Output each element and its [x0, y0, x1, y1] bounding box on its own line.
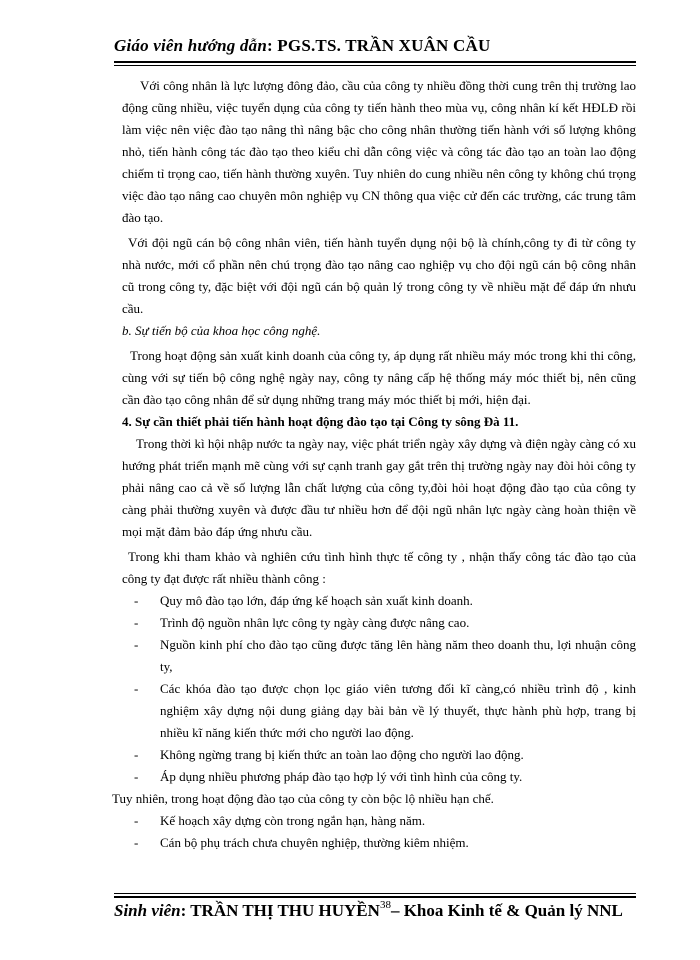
list-item-text: Quy mô đào tạo lớn, đáp ứng kế hoạch sản xuất kinh doanh. [160, 593, 473, 608]
list-item-text: Các khóa đào tạo được chọn lọc giáo viên tương đối kĩ càng,có nhiều trình độ , kinh nghiệm xây dựng nội dung giảng dạy bài bản về lý thuyết, thực hành phù hợp, trang bị nhiều kĩ năng kiến thức mới cho người lao động. [160, 681, 636, 740]
list-item [122, 744, 636, 766]
footer-text [114, 901, 623, 921]
list-item-text: Nguồn kinh phí cho đào tạo cũng được tăng lên hàng năm theo doanh thu, lợi nhuận công ty, [160, 637, 636, 674]
document-body [112, 75, 636, 854]
list-item [122, 590, 636, 612]
list-item [122, 832, 636, 854]
paragraph-necessity: Trong thời kì hội nhập nước ta ngày nay, việc phát triển ngày xây dựng và điện ngày càng có xu hướng phát triển mạnh mẽ cùng với sự cạnh tranh gay gắt trên thị trường ngày nay đòi hỏi công ty phải nâng cao cả về số lượng lẫn chất lượng của công ty,đòi hỏi hoạt động đào tạo của công ty càng phải thường xuyên và được đầu tư nhiều hơn để đội ngũ nhân lực ngày càng hoàn thiện về mọi mặt đảm bảo đáp ứng nhưu cầu. [122, 436, 636, 539]
limitation-list [122, 810, 636, 854]
list-item [122, 810, 636, 832]
header-text [114, 36, 636, 56]
paragraph-workers: Với công nhân là lực lượng đông đảo, cầu của công ty nhiều đồng thời cung trên thị trường lao động cũng nhiều, việc tuyển dụng của công ty tiến hành theo mùa vụ, công nhân kí kết HĐLĐ rồi làm việc nên việc đào tạo nâng thì nâng bậc cho công nhân thường tiến hành với số lượng không nhỏ, tiến hành công tác đào tạo theo kiểu chỉ dẫn công việc và công tác đào tạo an toàn lao động chiếm tỉ trọng cao, tiến hành thường xuyên. Tuy nhiên do cung nhiều nên công ty không chú trọng việc đào tạo nâng cao chuyên môn nghiệp vụ CN thông qua việc cử đến các trường, các trung tâm đào tạo. [122, 78, 636, 225]
paragraph-successes: Trong khi tham khảo và nghiên cứu tình hình thực tế công ty , nhận thấy công tác đào tạo của công ty đạt được rất nhiều thành công : [122, 549, 636, 586]
list-item [122, 766, 636, 788]
dash-marker: - [134, 637, 139, 652]
footer-rule-thin [114, 893, 636, 894]
dash-marker: - [134, 813, 139, 828]
list-item-text: Không ngừng trang bị kiến thức an toàn lao động cho người lao động. [160, 747, 524, 762]
subheading-technology: b. Sự tiến bộ của khoa học công nghệ. [122, 323, 321, 338]
dash-marker: - [134, 835, 139, 850]
header-rule-thin [114, 65, 636, 66]
paragraph-limitations: Tuy nhiên, trong hoạt động đào tạo của công ty còn bộc lộ nhiều hạn chế. [112, 791, 494, 806]
section-heading: 4. Sự cần thiết phải tiến hành hoạt động đào tạo tại Công ty sông Đà 11. [122, 414, 519, 429]
dash-marker: - [134, 747, 139, 762]
page-number: 38 [379, 899, 391, 911]
list-item [122, 678, 636, 744]
success-list [122, 590, 636, 788]
paragraph-technology: Trong hoạt động sản xuất kinh doanh của công ty, áp dụng rất nhiều máy móc trong khi thi công, cùng với sự tiến bộ công nghệ ngày nay, công ty nâng cấp hệ thống máy móc thiết bị, nên cũng cần đào tạo công nhân để sử dụng những trang máy móc thiết bị mới, hiện đại. [122, 348, 636, 407]
department: – Khoa Kinh tế & Quản lý NNL [390, 901, 623, 920]
list-item-text: Kế hoạch xây dựng còn trong ngắn hạn, hàng năm. [160, 813, 426, 828]
list-item-text: Cán bộ phụ trách chưa chuyên nghiệp, thường kiêm nhiệm. [160, 835, 469, 850]
list-item-text: Trình độ nguồn nhân lực công ty ngày càng được nâng cao. [160, 615, 470, 630]
dash-marker: - [134, 615, 139, 630]
footer-label: Sinh viên [114, 901, 181, 920]
list-item-text: Áp dụng nhiều phương pháp đào tạo hợp lý với tình hình của công ty. [160, 769, 523, 784]
paragraph-staff: Với đội ngũ cán bộ công nhân viên, tiến hành tuyển dụng nội bộ là chính,công ty đi từ công ty nhà nước, mới cổ phần nên chú trọng đào tạo nâng cao nghiệp vụ cho đội ngũ cán bộ công nhân cũ trong công ty, đặc biệt với đội ngũ cán bộ quản lý trong công ty về nhiều mặt để đáp ứn nhưu cầu. [122, 235, 636, 316]
dash-marker: - [134, 593, 139, 608]
page-header [114, 36, 636, 56]
student-name: : TRẦN THỊ THU HUYỀN [180, 901, 380, 920]
header-rule-thick [114, 61, 636, 63]
dash-marker: - [134, 681, 139, 696]
footer-rule-thick [114, 896, 636, 898]
list-item [122, 634, 636, 678]
list-item [122, 612, 636, 634]
header-supervisor-name: : PGS.TS. TRẦN XUÂN CẦU [267, 36, 491, 55]
header-label: Giáo viên hướng dẫn [114, 36, 267, 55]
dash-marker: - [134, 769, 139, 784]
